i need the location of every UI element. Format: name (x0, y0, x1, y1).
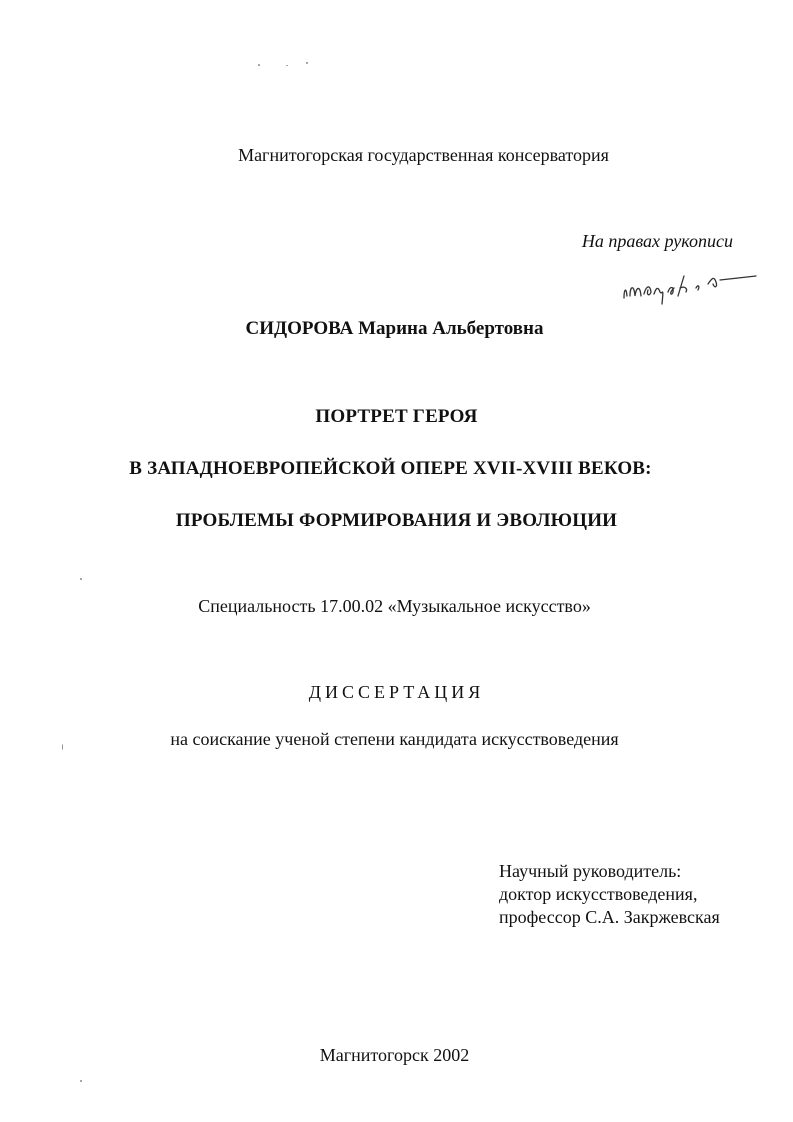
title-line-3: ПРОБЛЕМЫ ФОРМИРОВАНИЯ И ЭВОЛЮЦИИ (175, 510, 618, 531)
supervisor-name: профессор С.А. Закржевская (499, 907, 720, 927)
supervisor-role: Научный руководитель: (499, 861, 682, 881)
supervisor-title: доктор искусствоведения, (499, 884, 698, 904)
city-year: Магнитогорск 2002 (319, 1045, 470, 1065)
scan-speck (80, 1080, 82, 1082)
author-name: СИДОРОВА Марина Альбертовна (245, 318, 544, 339)
handwritten-signature (618, 266, 758, 306)
title-line-2: В ЗАПАДНОЕВРОПЕЙСКОЙ ОПЕРЕ XVII-XVIII ВЕКОВ: (129, 458, 652, 479)
document-type: ДИССЕРТАЦИЯ (308, 682, 485, 702)
scan-speck (306, 62, 308, 64)
degree-line: на соискание ученой степени кандидата искусствоведения (170, 729, 619, 749)
title-line-1: ПОРТРЕТ ГЕРОЯ (315, 406, 478, 427)
scan-speck (80, 578, 82, 580)
scan-speck (258, 64, 260, 66)
scan-speck (286, 65, 288, 66)
manuscript-rights-note: На правах рукописи (581, 231, 733, 251)
supervisor-block (499, 860, 720, 929)
institution-name: Магнитогорская государственная консерватория (238, 145, 609, 165)
specialty-line: Специальность 17.00.02 «Музыкальное искусство» (198, 596, 591, 616)
